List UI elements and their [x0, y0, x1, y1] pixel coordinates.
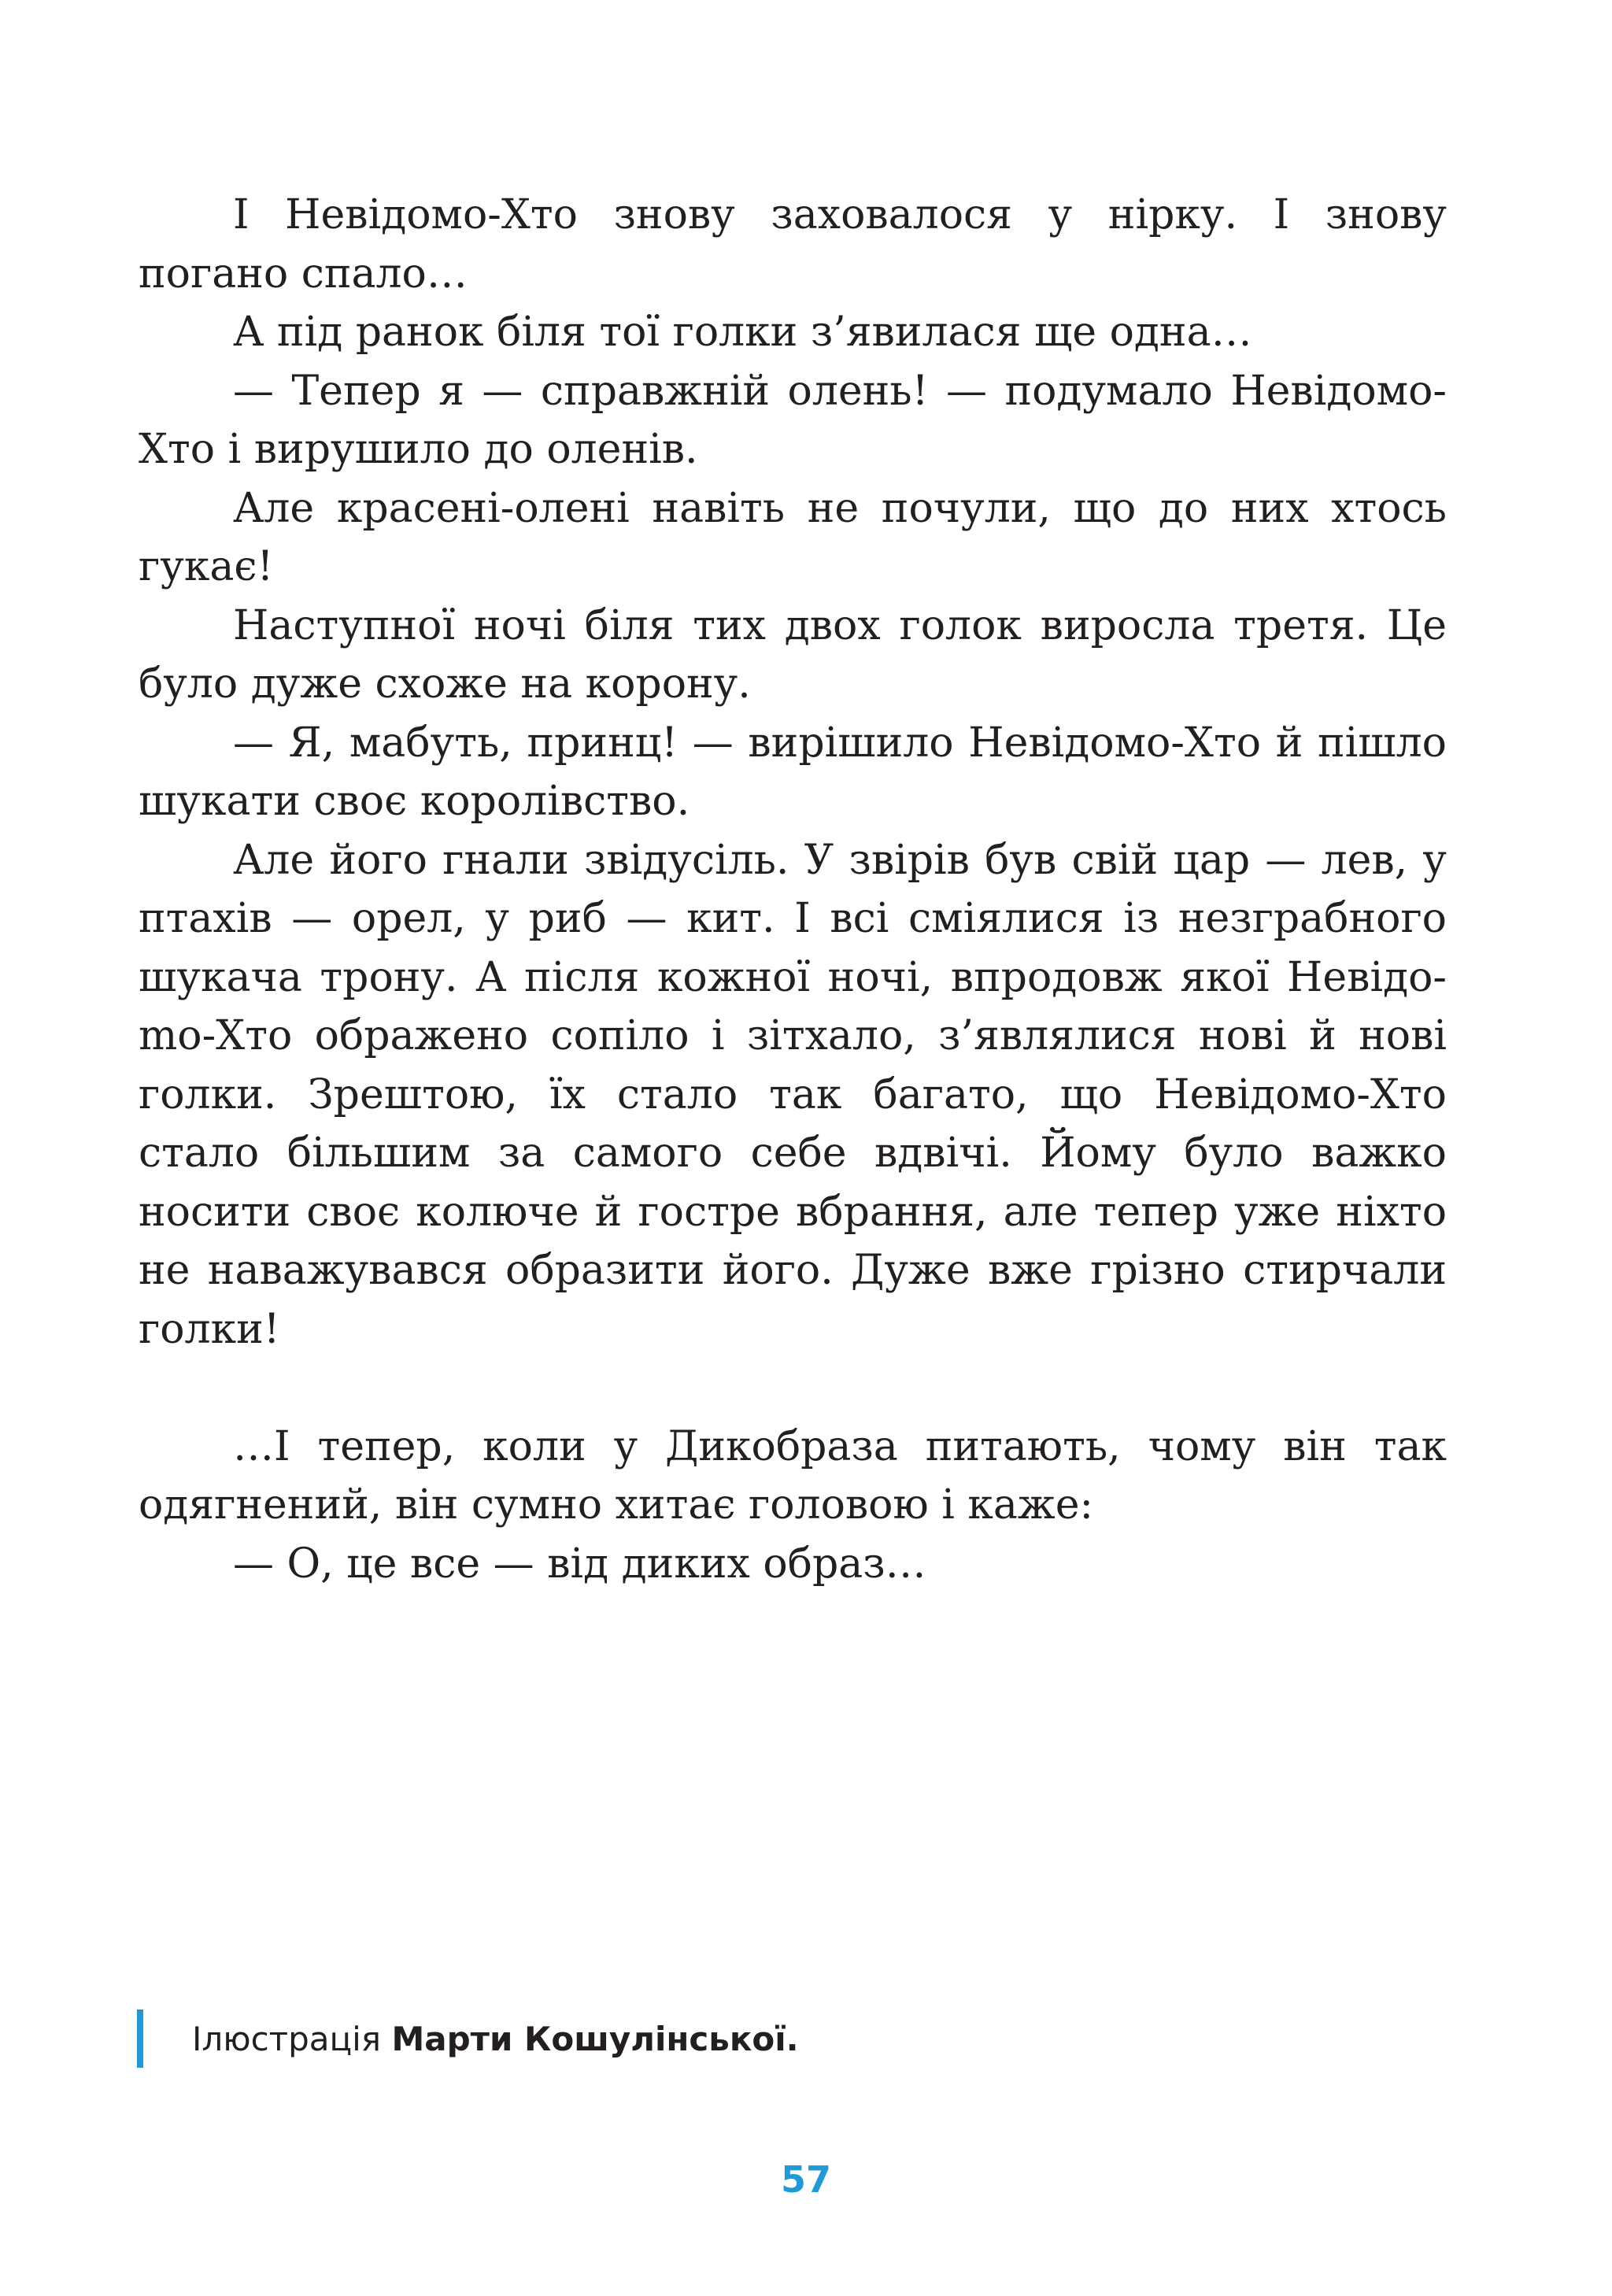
story-paragraph: Але його гнали звідусіль. У звірів був свій цар — лев, у птахів — орел, у риб — кит. І всі сміялися із незграбного шукача трону. А після кожної ночі, впродовж якої Невідоmо-Хто ображено сопіло і зітхало, з’являлися нові й нові голки. Зрештою, їх стало так багато, що Невідомо-Хто стало більшим за самого себе вдвічі. Йому було важко носити своє колюче й гостре вбрання, але тепер уже ніхто не наважувався образити його. Дуже вже грізно стирчали голки! — [139, 836, 1447, 1353]
credit-illustrator-name: Марти Кошулінської. — [391, 2019, 799, 2058]
page-number: 57 — [780, 2158, 831, 2201]
ending-paragraph: — О, це все — від диких образ… — [233, 1540, 926, 1588]
story-paragraph: — Я, мабуть, принц! — вирішило Невідомо-Хто й пішло шукати своє королівство. — [139, 719, 1447, 825]
story-paragraph: І Невідомо-Хто знову заховалося у нірку. І знову погано спало… — [139, 191, 1447, 298]
paragraph-gap — [139, 1359, 1447, 1418]
story-paragraph: Наступної ночі біля тих двох голок виросла третя. Це було дуже схоже на корону. — [139, 601, 1447, 708]
story-text — [139, 186, 1447, 1593]
credit-accent-bar — [137, 2009, 143, 2068]
ending-paragraph: …І тепер, коли у Дикобраза питають, чому він так одягнений, він сумно хитає головою і каже: — [139, 1422, 1447, 1529]
story-paragraph: А під ранок біля тої голки з’явилася ще одна… — [233, 309, 1252, 356]
story-paragraph: — Тепер я — справжній олень! — подумало Невідомо-Хто і вирушило до оленів. — [139, 367, 1447, 473]
story-paragraph: Але красені-олені навіть не почули, що до них хтось гукає! — [139, 484, 1447, 590]
credit-label: Ілюстрація — [192, 2019, 382, 2058]
illustration-credit — [137, 2009, 799, 2068]
